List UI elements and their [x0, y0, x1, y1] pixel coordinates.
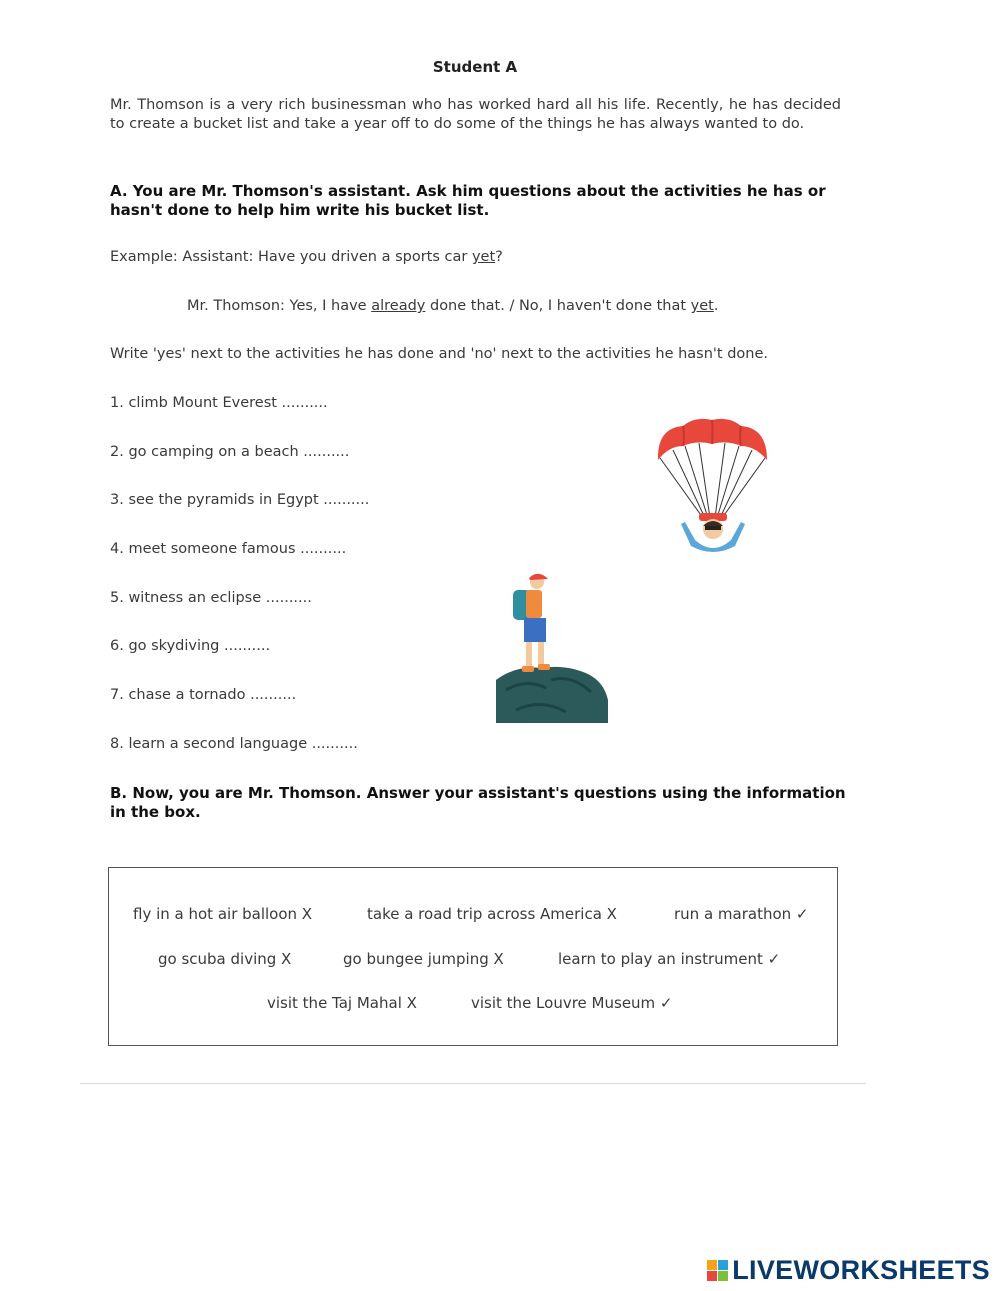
list-item[interactable]: 1. climb Mount Everest .......... — [110, 395, 328, 411]
list-item[interactable]: 7. chase a tornado .......... — [110, 687, 297, 703]
example-yet-2: yet — [690, 298, 714, 314]
example-yet: yet — [471, 249, 496, 265]
box-activity: go bungee jumping X — [343, 950, 504, 968]
list-item[interactable]: 8. learn a second language .......... — [110, 736, 358, 752]
example-question-text: Example: Assistant: Have you driven a sports car — [110, 249, 472, 265]
example-answer-end: . — [713, 298, 719, 314]
brand-text: LIVEWORKSHEETS — [732, 1255, 990, 1285]
example-answer-b: done that. / No, I haven't done that — [425, 298, 691, 314]
example-answer-a: Mr. Thomson: Yes, I have — [187, 298, 372, 314]
page-title: Student A — [432, 58, 518, 76]
list-item[interactable]: 4. meet someone famous .......... — [110, 541, 347, 557]
section-a-heading-2: hasn't done to help him write his bucket list. — [110, 201, 490, 219]
intro-paragraph: Mr. Thomson is a very rich businessman who has worked hard all his life. Recently, he has decided to create a bucket list and take a year off to do some of the things he has always wanted to do. — [110, 97, 841, 132]
box-activity: run a marathon ✓ — [674, 905, 809, 923]
section-b-heading-1: B. Now, you are Mr. Thomson. Answer your assistant's questions using the information — [110, 784, 846, 802]
section-b-heading-2: in the box. — [110, 803, 201, 821]
list-item[interactable]: 5. witness an eclipse .......... — [110, 590, 312, 606]
example-question — [110, 249, 503, 265]
box-activity: learn to play an instrument ✓ — [558, 950, 781, 968]
box-activity: take a road trip across America X — [367, 905, 617, 923]
section-a-heading-1: A. You are Mr. Thomson's assistant. Ask him questions about the activities he has or — [110, 182, 826, 200]
list-item[interactable]: 3. see the pyramids in Egypt .......... — [110, 492, 370, 508]
example-already: already — [371, 298, 426, 314]
logo-blocks-icon — [707, 1260, 728, 1281]
hiker-icon — [496, 570, 611, 725]
parachute-icon — [655, 418, 770, 553]
example-question-end: ? — [495, 249, 503, 265]
box-activity: fly in a hot air balloon X — [133, 905, 313, 923]
example-answer — [187, 298, 718, 314]
box-activity: visit the Louvre Museum ✓ — [471, 994, 673, 1012]
liveworksheets-logo[interactable] — [707, 1255, 990, 1286]
box-activity: visit the Taj Mahal X — [267, 994, 417, 1012]
instruction: Write 'yes' next to the activities he has done and 'no' next to the activities he hasn't done. — [110, 346, 768, 362]
list-item[interactable]: 6. go skydiving .......... — [110, 638, 271, 654]
list-item[interactable]: 2. go camping on a beach .......... — [110, 444, 350, 460]
box-activity: go scuba diving X — [158, 950, 292, 968]
divider — [80, 1083, 866, 1084]
